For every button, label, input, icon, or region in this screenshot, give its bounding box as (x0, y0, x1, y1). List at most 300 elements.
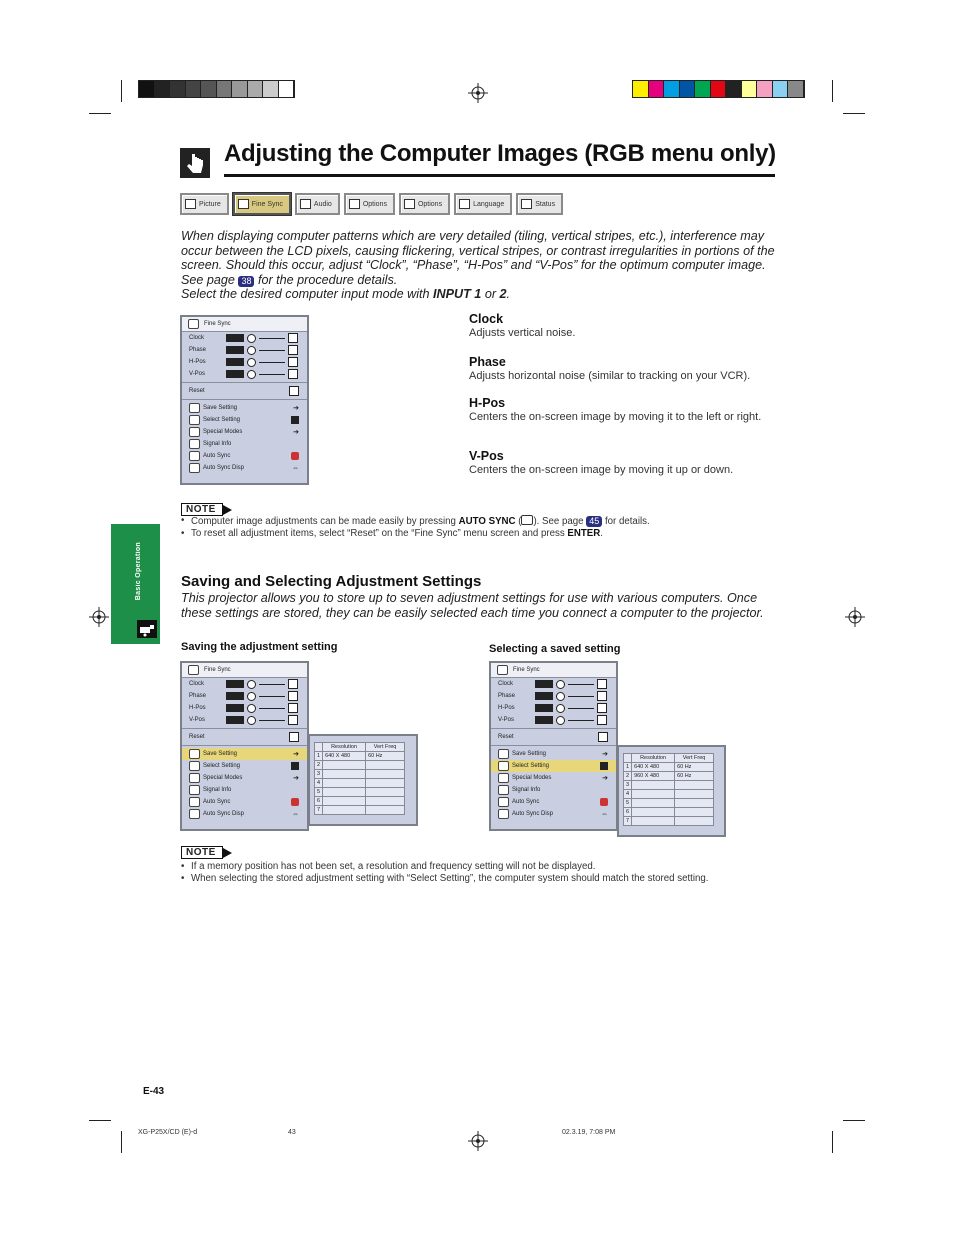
tab-label: Status (535, 200, 556, 208)
menu-row-label: Phase (498, 693, 516, 699)
settings-column-header: Resolution (632, 754, 675, 763)
settings-table-cell: 60 Hz (675, 763, 714, 772)
tab-icon (404, 199, 415, 209)
menu-item-label: Auto Sync Disp (203, 465, 245, 471)
settings-table-row[interactable] (315, 770, 405, 779)
menu-row-reset[interactable] (182, 385, 307, 397)
registration-color-bar (632, 80, 805, 98)
slider-track (568, 720, 594, 721)
tab-label: Options (362, 200, 387, 208)
value-box (597, 691, 607, 701)
menu-row-label: Reset (189, 388, 205, 394)
settings-table-row[interactable] (315, 788, 405, 797)
slider-knob (247, 334, 256, 343)
description-phase: Phase Adjusts horizontal noise (similar to tracking on your VCR). (469, 355, 751, 382)
registration-swatch (773, 81, 789, 97)
settings-table-cell (632, 817, 675, 826)
menu-item-label: Signal Info (203, 441, 232, 447)
menu-row-label: H-Pos (498, 705, 515, 711)
settings-table-row[interactable] (315, 797, 405, 806)
menu-item-auto-sync[interactable] (182, 796, 307, 808)
menu-row-label: Phase (189, 347, 207, 353)
footer-right: 02.3.19, 7:08 PM (562, 1129, 616, 1136)
menu-item-icon (189, 809, 200, 819)
menu-row-clock[interactable] (182, 678, 307, 690)
value-bar (226, 358, 244, 366)
value-bar (226, 346, 244, 354)
registration-swatch (263, 81, 279, 97)
settings-table-cell: 2 (624, 772, 632, 781)
fine-sync-icon (188, 319, 199, 329)
menu-row-v-pos[interactable] (491, 714, 616, 726)
menu-separator (491, 745, 616, 746)
settings-table-cell (675, 781, 714, 790)
slider-knob (247, 704, 256, 713)
menu-item-label: Auto Sync (203, 453, 231, 459)
menu-item-auto-sync-disp[interactable] (182, 462, 307, 474)
settings-table-cell (366, 761, 405, 770)
value-bar (535, 680, 553, 688)
projector-icon (137, 620, 157, 638)
tab-label: Options (417, 200, 443, 208)
menu-item-icon (498, 773, 509, 783)
save-setting-table-screenshot (308, 734, 418, 826)
value-bar (535, 716, 553, 724)
menu-header-label: Fine Sync (513, 667, 540, 673)
note-tag: NOTE (181, 503, 232, 516)
settings-table-cell (632, 799, 675, 808)
registration-swatch (664, 81, 680, 97)
menu-row-clock[interactable] (491, 678, 616, 690)
value-bar (226, 680, 244, 688)
menu-item-label: Special Modes (203, 429, 243, 435)
value-box (597, 715, 607, 725)
arrow-right-icon: ➔ (602, 751, 608, 758)
menu-row-label: H-Pos (189, 359, 206, 365)
menu-separator (182, 745, 307, 746)
settings-table-cell (323, 770, 366, 779)
page-number: E-43 (143, 1086, 165, 1097)
auto-sync-icon (521, 515, 533, 525)
settings-table-cell (632, 808, 675, 817)
registration-swatch (201, 81, 217, 97)
menu-item-auto-sync[interactable] (491, 796, 616, 808)
menu-item-label: Select Setting (203, 763, 241, 769)
reset-icon (289, 386, 299, 396)
menu-tab-options[interactable] (344, 193, 395, 215)
registration-gray-bar (138, 80, 295, 98)
crop-mark (843, 1120, 865, 1121)
settings-table-cell (632, 790, 675, 799)
menu-item-save-setting[interactable] (182, 402, 307, 414)
settings-table-cell: 4 (624, 790, 632, 799)
menu-row-label: Reset (498, 734, 514, 740)
registration-swatch (248, 81, 264, 97)
settings-table-row[interactable] (624, 772, 714, 781)
menu-item-auto-sync-disp[interactable] (491, 808, 616, 820)
menu-item-label: Select Setting (203, 417, 241, 423)
slider-track (568, 696, 594, 697)
slider-track (568, 708, 594, 709)
value-bar (226, 716, 244, 724)
fine-sync-menu-screenshot (180, 315, 309, 485)
menu-row-clock[interactable] (182, 332, 307, 344)
settings-column-header: Resolution (323, 743, 366, 752)
menu-item-special-modes[interactable] (182, 772, 307, 784)
registration-target-icon (468, 1131, 488, 1151)
select-setting-table-screenshot (617, 745, 726, 837)
settings-table-cell: 3 (315, 770, 323, 779)
slider-knob (247, 346, 256, 355)
value-bar (226, 692, 244, 700)
settings-table (314, 742, 405, 815)
slider-knob (247, 680, 256, 689)
menu-row-v-pos[interactable] (182, 368, 307, 380)
input1-label: INPUT 1 (433, 287, 482, 301)
menu-item-icon (189, 427, 200, 437)
slider-knob (556, 680, 565, 689)
registration-swatch (649, 81, 665, 97)
menu-tab-status[interactable] (516, 193, 563, 215)
page-ref-badge: 45 (586, 516, 602, 527)
settings-table-row[interactable] (315, 752, 405, 761)
registration-swatch (633, 81, 649, 97)
menu-item-icon (189, 451, 200, 461)
slider-track (259, 696, 285, 697)
menu-item-auto-sync[interactable] (182, 450, 307, 462)
menu-row-label: Reset (189, 734, 205, 740)
caption-saving: Saving the adjustment setting (181, 641, 338, 653)
menu-item-select-setting[interactable] (182, 760, 307, 772)
slider-track (259, 708, 285, 709)
crop-mark (832, 1131, 833, 1153)
settings-table-cell (632, 781, 675, 790)
settings-table-cell (366, 788, 405, 797)
note-bullet: • If a memory position has not been set, a resolution and frequency setting will not be displayed. (181, 861, 801, 873)
settings-table-cell: 6 (315, 797, 323, 806)
menu-tab-fine-sync[interactable] (233, 193, 291, 215)
description-vpos: V-Pos Centers the on-screen image by moving it up or down. (469, 449, 734, 476)
slider-knob (247, 358, 256, 367)
menu-item-label: Auto Sync (203, 799, 231, 805)
slider-knob (556, 692, 565, 701)
crop-mark (89, 1120, 111, 1121)
menu-row-label: H-Pos (189, 705, 206, 711)
settings-table-cell (323, 779, 366, 788)
menu-item-icon (498, 785, 509, 795)
settings-table-header (624, 754, 714, 763)
menu-header (491, 663, 616, 678)
settings-table-cell (366, 797, 405, 806)
tab-icon (300, 199, 311, 209)
menu-tab-language[interactable] (454, 193, 512, 215)
menu-item-label: Special Modes (512, 775, 552, 781)
arrow-right-icon: ➔ (293, 775, 299, 782)
registration-swatch (680, 81, 696, 97)
fine-sync-icon (188, 665, 199, 675)
menu-header (182, 317, 307, 332)
menu-item-label: Signal Info (512, 787, 541, 793)
menu-header-label: Fine Sync (204, 667, 231, 673)
registration-swatch (695, 81, 711, 97)
registration-swatch (155, 81, 171, 97)
settings-table-cell: 1 (624, 763, 632, 772)
slider-knob (247, 370, 256, 379)
settings-table (623, 753, 714, 826)
tab-label: Audio (313, 200, 332, 208)
registration-swatch (170, 81, 186, 97)
settings-table-cell: 640 X 480 (632, 763, 675, 772)
slider-knob (556, 716, 565, 725)
menu-separator (182, 399, 307, 400)
menu-row-label: Clock (189, 335, 205, 341)
select-block-icon (291, 762, 299, 770)
slider-track (259, 350, 285, 351)
slider-track (568, 684, 594, 685)
menu-item-icon (498, 797, 509, 807)
menu-item-label: Signal Info (203, 787, 232, 793)
menu-item-label: Auto Sync Disp (512, 811, 554, 817)
note-bullets (181, 861, 801, 885)
settings-table-row[interactable] (315, 779, 405, 788)
title-rule (224, 174, 775, 177)
menu-item-label: Auto Sync (512, 799, 540, 805)
tab-icon (459, 199, 470, 209)
input2-label: 2 (499, 287, 507, 301)
registration-swatch (279, 81, 295, 97)
menu-row-h-pos[interactable] (182, 356, 307, 368)
toggle-arrows-icon: ⇔ (601, 810, 608, 818)
value-box (597, 679, 607, 689)
menu-item-icon (189, 403, 200, 413)
menu-tab-audio[interactable] (295, 193, 340, 215)
value-bar (226, 334, 244, 342)
registration-swatch (757, 81, 773, 97)
menu-item-icon (189, 761, 200, 771)
select-setting-menu-screenshot (489, 661, 618, 831)
settings-table-cell (675, 790, 714, 799)
registration-swatch (232, 81, 248, 97)
tab-label: Fine Sync (251, 200, 283, 208)
menu-item-icon (498, 749, 509, 759)
settings-table-cell: 1 (315, 752, 323, 761)
description-clock: Clock Adjusts vertical noise. (469, 312, 576, 339)
value-box (288, 357, 298, 367)
footer-left: XG-P25X/CD (E)-d (138, 1129, 198, 1136)
menu-row-phase[interactable] (491, 690, 616, 702)
menu-row-label: V-Pos (189, 717, 206, 723)
settings-table-row[interactable] (624, 799, 714, 808)
select-block-icon (600, 762, 608, 770)
menu-item-icon (498, 761, 509, 771)
settings-table-cell (675, 817, 714, 826)
menu-separator (182, 728, 307, 729)
menu-item-special-modes[interactable] (491, 772, 616, 784)
settings-table-cell (366, 770, 405, 779)
value-box (288, 333, 298, 343)
menu-header (182, 663, 307, 678)
settings-table-cell: 3 (624, 781, 632, 790)
hand-pointer-icon (180, 148, 210, 178)
or-word: or (484, 287, 497, 301)
settings-table-row[interactable] (315, 806, 405, 815)
settings-table-row[interactable] (624, 817, 714, 826)
arrow-right-icon: ➔ (602, 775, 608, 782)
page-ref-badge: 38 (238, 276, 254, 287)
settings-table-row[interactable] (624, 763, 714, 772)
menu-item-save-setting[interactable] (491, 748, 616, 760)
value-box (288, 345, 298, 355)
slider-knob (247, 692, 256, 701)
registration-swatch (711, 81, 727, 97)
settings-table-cell: 640 X 480 (323, 752, 366, 761)
fine-sync-icon (497, 665, 508, 675)
menu-row-phase[interactable] (182, 344, 307, 356)
reset-icon (598, 732, 608, 742)
menu-item-signal-info[interactable] (182, 438, 307, 450)
value-box (288, 703, 298, 713)
settings-table-cell: 7 (315, 806, 323, 815)
menu-row-v-pos[interactable] (182, 714, 307, 726)
value-box (288, 691, 298, 701)
select-block-icon (291, 416, 299, 424)
settings-table-row[interactable] (624, 808, 714, 817)
save-setting-menu-screenshot (180, 661, 309, 831)
section-body: This projector allows you to store up to seven adjustment settings for use with various computers. Once these settings are stored, they can be easily selected each time you connect a computer to the projector. (181, 591, 764, 620)
menu-item-icon (189, 415, 200, 425)
settings-table-row[interactable] (315, 761, 405, 770)
menu-item-signal-info[interactable] (182, 784, 307, 796)
menu-item-label: Special Modes (203, 775, 243, 781)
menu-row-label: V-Pos (189, 371, 206, 377)
settings-table-row[interactable] (624, 781, 714, 790)
menu-row-label: Clock (498, 681, 514, 687)
footer-center: 43 (288, 1129, 296, 1136)
side-tab-label: Basic Operation (135, 542, 142, 601)
toggle-arrows-icon: ⇔ (292, 464, 299, 472)
value-bar (226, 370, 244, 378)
value-bar (226, 704, 244, 712)
intro-paragraph: When displaying computer patterns which are very detailed (tiling, vertical stripes, etc.), interference may occur between the LCD pixels, causing flickering, vertical stripes, or contrast irregularities in portions of the screen. Should this occur, adjust “Clock”, “Phase”, “H-Pos” and “V-Pos” for the optimum computer image. See page 38 for the procedure details. Select the desired computer input mode with INPUT 1 or 2. (181, 229, 775, 301)
registration-target-icon (89, 607, 109, 627)
value-box (288, 369, 298, 379)
tab-icon (521, 199, 532, 209)
menu-item-icon (189, 463, 200, 473)
arrow-right-icon: ➔ (293, 751, 299, 758)
menu-item-select-setting[interactable] (182, 414, 307, 426)
menu-tab-picture[interactable] (180, 193, 229, 215)
slider-track (259, 684, 285, 685)
menu-row-h-pos[interactable] (182, 702, 307, 714)
arrow-right-icon: ➔ (293, 429, 299, 436)
settings-table-cell (675, 799, 714, 808)
note-tag: NOTE (181, 846, 232, 859)
slider-track (259, 374, 285, 375)
note-bullet: • Computer image adjustments can be made easily by pressing AUTO SYNC ( ). See page 45 for details. (181, 515, 781, 528)
registration-swatch (139, 81, 155, 97)
menu-tab-bar (180, 193, 563, 215)
tab-icon (185, 199, 196, 209)
reset-icon (289, 732, 299, 742)
menu-item-label: Select Setting (512, 763, 550, 769)
auto-sync-icon (600, 798, 608, 806)
registration-swatch (726, 81, 742, 97)
menu-separator (491, 728, 616, 729)
settings-table-cell (675, 808, 714, 817)
note-bullet: • When selecting the stored adjustment setting with “Select Setting”, the computer system should match the stored setting. (181, 873, 801, 885)
menu-row-reset[interactable] (182, 731, 307, 743)
registration-swatch (788, 81, 804, 97)
menu-row-h-pos[interactable] (491, 702, 616, 714)
value-bar (535, 692, 553, 700)
slider-track (259, 338, 285, 339)
settings-column-header: Vert Freq (675, 754, 714, 763)
settings-table-cell (323, 797, 366, 806)
menu-item-icon (189, 797, 200, 807)
menu-item-icon (189, 773, 200, 783)
description-list (469, 312, 779, 477)
settings-table-cell (366, 779, 405, 788)
settings-table-cell (323, 788, 366, 797)
slider-track (259, 362, 285, 363)
value-box (597, 703, 607, 713)
settings-table-cell: 5 (624, 799, 632, 808)
menu-item-select-setting[interactable] (491, 760, 616, 772)
settings-index-header (315, 743, 323, 752)
settings-column-header: Vert Freq (366, 743, 405, 752)
auto-sync-icon (291, 798, 299, 806)
menu-item-save-setting[interactable] (182, 748, 307, 760)
settings-table-cell: 5 (315, 788, 323, 797)
caption-selecting: Selecting a saved setting (489, 643, 621, 655)
menu-item-signal-info[interactable] (491, 784, 616, 796)
slider-track (259, 720, 285, 721)
settings-index-header (624, 754, 632, 763)
registration-swatch (742, 81, 758, 97)
crop-mark (121, 80, 122, 102)
auto-sync-icon (291, 452, 299, 460)
toggle-arrows-icon: ⇔ (292, 810, 299, 818)
tab-icon (349, 199, 360, 209)
crop-mark (89, 113, 111, 114)
crop-mark (121, 1131, 122, 1153)
page-title: Adjusting the Computer Images (RGB menu only) (224, 140, 776, 167)
registration-swatch (217, 81, 233, 97)
menu-item-special-modes[interactable] (182, 426, 307, 438)
menu-header-label: Fine Sync (204, 321, 231, 327)
intro-text-after: for the procedure details. (257, 272, 398, 287)
settings-table-cell (323, 806, 366, 815)
tab-icon (238, 199, 249, 209)
settings-table-cell: 60 Hz (366, 752, 405, 761)
menu-row-label: Clock (189, 681, 205, 687)
settings-table-cell: 60 Hz (675, 772, 714, 781)
menu-item-auto-sync-disp[interactable] (182, 808, 307, 820)
menu-row-phase[interactable] (182, 690, 307, 702)
settings-table-row[interactable] (624, 790, 714, 799)
intro-text: When displaying computer patterns which are very detailed (tiling, vertical stripes, etc.), interference may occur between the LCD pixels, causing flickering, vertical stripes, or contrast irregularities in portions of the screen. Should this occur, adjust “Clock”, “Phase”, “H-Pos” and “V-Pos” for the optimum computer image. See page (181, 229, 775, 287)
settings-table-cell: 4 (315, 779, 323, 788)
menu-tab-options[interactable] (399, 193, 450, 215)
registration-target-icon (468, 83, 488, 103)
settings-table-cell: 6 (624, 808, 632, 817)
menu-item-icon (498, 809, 509, 819)
menu-row-reset[interactable] (491, 731, 616, 743)
note-bullets (181, 515, 781, 540)
tab-label: Language (473, 200, 505, 208)
menu-item-label: Save Setting (512, 751, 547, 757)
tab-label: Picture (199, 200, 221, 208)
